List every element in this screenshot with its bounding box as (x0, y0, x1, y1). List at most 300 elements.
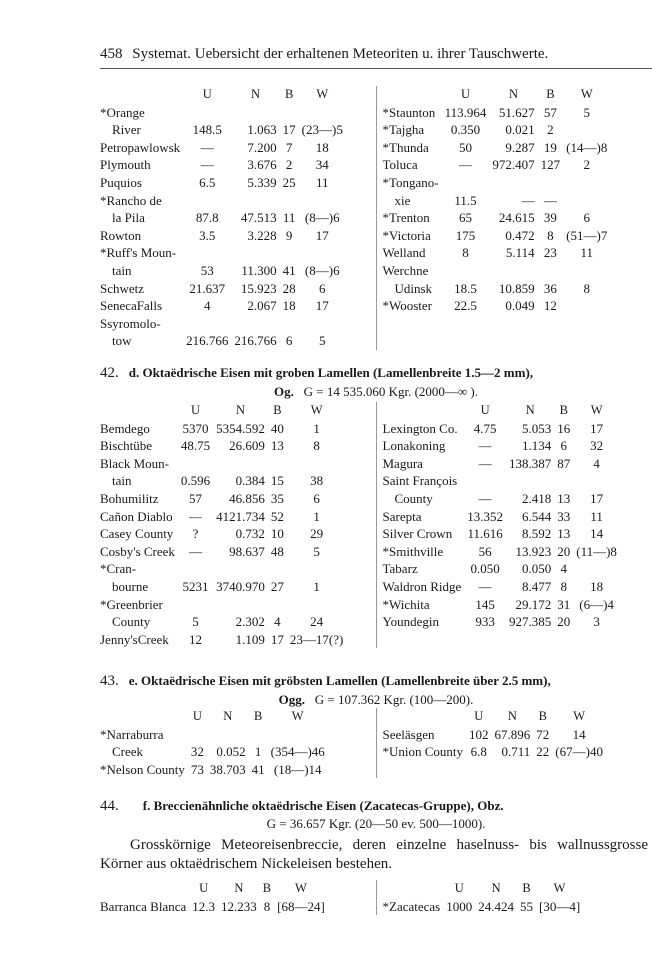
table-row (100, 596, 346, 614)
meteorite-name: *Orange (100, 104, 145, 120)
value-b: 17 (282, 122, 296, 138)
column-header-u: U (199, 881, 209, 895)
table-row (383, 437, 620, 455)
column-header-n: N (525, 403, 535, 417)
value-u: 11.5 (454, 192, 477, 208)
value-b: 13 (557, 490, 571, 506)
column-header-row (383, 402, 620, 420)
value-w: 23—17(?) (289, 631, 344, 647)
value-b: 35 (270, 490, 284, 506)
table-row (383, 560, 620, 578)
value-b: 87 (557, 455, 571, 471)
table-row (383, 139, 611, 157)
section-title: e. Oktaëdrische Eisen mit gröbsten Lamellen (Lamellenbreite über 2.5 mm), (128, 673, 551, 688)
value-n: 216.766 (234, 333, 277, 349)
column-header-u: U (454, 881, 464, 895)
table-row (100, 631, 346, 649)
meteorite-name: *Nelson County (100, 761, 185, 777)
table-row (100, 472, 346, 490)
meteorite-name: Creek (112, 744, 144, 760)
meteorite-name: Saint François (382, 473, 458, 489)
value-u: 11.616 (467, 526, 503, 542)
meteorite-name: Sarepta (382, 508, 422, 524)
meteorite-name: Schwetz (100, 280, 145, 296)
value-u: 4.75 (473, 420, 497, 436)
meteorite-name: bourne (112, 578, 149, 594)
value-w: 29 (310, 526, 324, 542)
column-header-w: W (553, 881, 566, 895)
value-u: 0.350 (450, 122, 481, 138)
value-u: 13.352 (467, 508, 503, 524)
table-row (100, 898, 328, 916)
table-left-half (100, 402, 376, 648)
meteorite-name: Tabarz (382, 561, 418, 577)
value-n: 0.472 (505, 227, 535, 243)
value-b: 12 (543, 298, 557, 314)
meteorite-name: SenecaFalls (100, 298, 163, 314)
value-w (268, 726, 328, 744)
table-row (100, 455, 346, 473)
value-w: (6—)4 (579, 596, 614, 612)
table-row (383, 726, 606, 744)
table-row (383, 420, 620, 438)
table-row (383, 227, 611, 245)
value-w (299, 192, 346, 210)
value-n: 51.627 (498, 104, 535, 120)
value-n (231, 244, 279, 262)
value-n: 1.134 (522, 438, 552, 454)
value-w: 2 (583, 157, 590, 173)
value-w (287, 455, 346, 473)
value-u: 4 (204, 298, 211, 314)
table-row (383, 490, 620, 508)
value-w: 18 (315, 139, 329, 155)
section-title: d. Oktaëdrische Eisen mit groben Lamellen (Lamellenbreite 1.5—2 mm), (128, 365, 534, 380)
value-u: 21.637 (189, 280, 226, 296)
table-row (383, 297, 611, 315)
value-n: 67.896 (494, 726, 531, 742)
value-w: [68—24] (277, 898, 325, 914)
value-n: 5.114 (505, 245, 535, 261)
group-weight: G = 14 535.060 Kgr. (2000—∞ ). (303, 384, 479, 399)
value-w: 14 (590, 526, 604, 542)
table-row (383, 455, 620, 473)
value-n: 38.703 (209, 761, 246, 777)
meteorite-name: Werchne (382, 262, 429, 278)
meteorite-name: la Pila (112, 210, 145, 226)
meteorite-name: Black Moun- (100, 455, 169, 471)
value-w: (8—)6 (304, 262, 340, 278)
value-b: 19 (543, 139, 557, 155)
value-n (207, 726, 249, 744)
value-b: 31 (557, 596, 571, 612)
table-row (100, 726, 328, 744)
value-u: 5370 (182, 420, 209, 436)
column-header-b: B (546, 87, 555, 101)
value-u: — (189, 543, 203, 559)
table-row (383, 192, 611, 210)
value-w: 1 (313, 420, 320, 436)
value-w (563, 262, 610, 280)
value-u: — (459, 157, 473, 173)
value-u: 0.596 (180, 473, 211, 489)
value-b (280, 192, 299, 210)
meteorite-name: Toluca (382, 157, 418, 173)
value-n (231, 315, 279, 333)
value-u: — (478, 578, 492, 594)
table-row (383, 174, 611, 192)
column-header-u: U (191, 403, 201, 417)
value-u: 73 (190, 761, 204, 777)
value-w: 5 (313, 543, 320, 559)
column-header-n: N (507, 709, 517, 723)
data-table (383, 708, 606, 761)
value-b: 9 (285, 227, 293, 243)
column-header-name (100, 86, 183, 104)
data-table (383, 402, 620, 631)
table-row (383, 209, 611, 227)
meteorite-name: Silver Crown (382, 526, 453, 542)
column-header-b: B (522, 881, 531, 895)
value-u: 12.3 (192, 898, 216, 914)
table-row (383, 613, 620, 631)
meteorite-name: Jenny'sCreek (100, 631, 169, 647)
value-b (538, 174, 564, 192)
value-n (231, 104, 279, 122)
value-n (213, 560, 268, 578)
value-u: ? (192, 526, 199, 542)
value-n: 5.053 (522, 420, 552, 436)
value-u: — (189, 508, 203, 524)
value-w: 8 (313, 438, 320, 454)
value-u: 145 (475, 596, 495, 612)
value-b: 4 (274, 614, 281, 630)
value-w: 34 (315, 157, 329, 173)
data-table (383, 86, 611, 315)
meteorite-name: Bohumilitz (100, 490, 159, 506)
meteorite-name: Lonakoning (382, 438, 446, 454)
value-n: 0.384 (235, 473, 265, 489)
value-u (178, 596, 213, 614)
value-n: 10.859 (498, 280, 535, 296)
data-table (383, 880, 584, 915)
data-table (100, 708, 328, 778)
column-header-row (383, 880, 584, 898)
section-44-heading (100, 798, 652, 815)
value-w (287, 596, 346, 614)
column-header-w: W (590, 403, 603, 417)
value-w: 6 (313, 490, 320, 506)
table-row (100, 192, 346, 210)
value-w: (354—)46 (270, 744, 325, 760)
value-n: 2.302 (235, 614, 265, 630)
value-w (299, 244, 346, 262)
value-b: 10 (270, 526, 284, 542)
column-header-name (100, 880, 189, 898)
section-number: 42. (100, 365, 119, 381)
meteorite-name: County (394, 490, 433, 506)
value-b: 52 (270, 508, 284, 524)
value-u: 6.5 (199, 174, 216, 190)
value-b: 4 (560, 561, 567, 577)
value-u: — (200, 139, 214, 155)
table-section-44 (100, 880, 652, 915)
value-b: 8 (560, 578, 567, 594)
value-n: 11.300 (241, 262, 277, 278)
value-u: 5 (192, 614, 199, 630)
value-b: 20 (557, 614, 571, 630)
meteorite-name: Youndegin (382, 614, 439, 630)
column-header-name (383, 86, 442, 104)
value-b: 13 (557, 526, 571, 542)
meteorite-name: *Tajgha (382, 122, 425, 138)
section-43-heading (100, 673, 652, 690)
value-b: 20 (557, 543, 571, 559)
value-b: 6 (560, 438, 567, 454)
column-header-n: N (234, 881, 244, 895)
value-n: 927.385 (509, 614, 552, 630)
value-w: [30—4] (538, 898, 581, 914)
value-n (213, 596, 268, 614)
column-header-w: W (295, 881, 307, 895)
meteorite-name: Cañon Diablo (100, 508, 173, 524)
value-w: 14 (572, 726, 586, 742)
value-b: 41 (251, 761, 265, 777)
page-number: 458 (100, 46, 123, 62)
value-u (183, 244, 231, 262)
value-w: 5 (319, 333, 326, 349)
column-header-u: U (192, 709, 202, 723)
value-u: 3.5 (199, 227, 216, 243)
value-w: 5 (583, 104, 590, 120)
value-b (249, 726, 268, 744)
table-row (383, 578, 620, 596)
value-n: 5.339 (247, 174, 277, 190)
value-b: — (543, 192, 557, 208)
value-n: 4121.734 (216, 508, 265, 524)
value-n: 2.418 (522, 490, 552, 506)
value-w: 6 (319, 280, 326, 296)
value-b: 2 (285, 157, 293, 173)
value-b: 25 (282, 174, 296, 190)
value-b (280, 244, 299, 262)
column-header-w: W (316, 87, 329, 101)
value-n: 7.200 (247, 139, 277, 155)
value-b: 28 (282, 280, 296, 296)
meteorite-name: *Tongano- (382, 174, 439, 190)
value-u: 6.8 (470, 744, 487, 760)
table-row (100, 280, 346, 298)
value-u: 65 (459, 210, 473, 226)
table-left-half (100, 86, 376, 350)
value-w (299, 315, 346, 333)
table-section-43 (100, 708, 652, 778)
value-n: 8.477 (522, 578, 552, 594)
table-row (383, 508, 620, 526)
value-u: 56 (478, 543, 492, 559)
value-w: 1 (313, 578, 320, 594)
value-w: (67—)40 (555, 744, 603, 760)
value-u: 933 (475, 614, 495, 630)
value-n: 1.063 (247, 122, 277, 138)
table-row (383, 743, 606, 761)
value-n: 972.407 (492, 157, 535, 173)
value-b: 17 (270, 631, 284, 647)
value-w: 6 (583, 210, 590, 226)
value-n: 98.637 (229, 543, 265, 559)
value-n (489, 262, 537, 280)
value-b: 6 (285, 333, 293, 349)
data-table (100, 402, 346, 648)
meteorite-name: Puquios (100, 174, 142, 190)
table-row (383, 898, 584, 916)
group-weight: G = 107.362 Kgr. (100—200). (314, 692, 474, 707)
value-b: 23 (543, 245, 557, 261)
value-n: 29.172 (515, 596, 552, 612)
column-header-row (100, 880, 328, 898)
column-header-row (383, 86, 611, 104)
value-w: 11 (590, 508, 603, 524)
value-n: 2.067 (247, 298, 277, 314)
meteorite-name: Udinsk (394, 280, 433, 296)
value-w: 17 (590, 420, 604, 436)
table-row (100, 297, 346, 315)
value-n: 0.049 (505, 298, 535, 314)
meteorite-name: Seeläsgen (382, 726, 435, 742)
value-b: 48 (270, 543, 284, 559)
meteorite-name: Bischtübe (100, 438, 152, 454)
value-b: 57 (543, 104, 557, 120)
table-row (100, 227, 346, 245)
value-u: 0.050 (470, 561, 500, 577)
value-w (299, 104, 346, 122)
value-b: 27 (270, 578, 284, 594)
value-n (489, 174, 537, 192)
value-w: (11—)8 (576, 543, 617, 559)
column-header-b: B (273, 403, 282, 417)
value-b: 1 (254, 744, 262, 760)
column-header-u: U (480, 403, 490, 417)
value-u: 53 (200, 262, 214, 278)
value-b (268, 455, 287, 473)
value-n (231, 192, 279, 210)
table-row (100, 244, 346, 262)
value-b: 2 (547, 122, 554, 138)
meteorite-name: *Narraburra (100, 726, 164, 742)
value-n: 3.676 (247, 157, 277, 173)
value-b: 41 (282, 262, 296, 278)
group-code: Ogg. (278, 692, 305, 707)
value-n: 24.615 (498, 210, 535, 226)
running-title: Systemat. Uebersicht der erhaltenen Meteoriten u. ihrer Tauschwerte. (132, 46, 549, 62)
meteorite-name: *Ruff's Moun- (100, 245, 177, 261)
value-u: 216.766 (186, 333, 229, 349)
column-header-name (100, 402, 178, 420)
value-w: 11 (580, 245, 594, 261)
section-number: 43. (100, 673, 119, 689)
value-w: (18—)14 (273, 761, 322, 777)
running-header (100, 46, 652, 63)
header-rule (100, 68, 652, 69)
group-code: Og. (273, 384, 294, 399)
value-w: 4 (593, 455, 600, 471)
meteorite-name: Barranca Blanca (100, 898, 187, 914)
column-header-name (100, 708, 188, 726)
value-n: 3.228 (247, 227, 277, 243)
column-header-b: B (538, 709, 547, 723)
value-n: 9.287 (505, 139, 535, 155)
meteorite-name: Casey County (100, 526, 174, 542)
value-u: 32 (190, 744, 204, 760)
section-44-subheading (100, 816, 652, 832)
table-row (383, 543, 620, 561)
table-row (100, 104, 346, 122)
value-u (442, 262, 490, 280)
column-header-b: B (253, 709, 263, 723)
value-n (506, 472, 554, 490)
value-w (573, 560, 620, 578)
value-u: — (478, 455, 492, 471)
meteorite-name: tain (112, 473, 132, 489)
column-header-b: B (559, 403, 568, 417)
value-n: 0.050 (522, 561, 552, 577)
value-b: 15 (270, 473, 284, 489)
meteorite-name: *Greenbrier (100, 596, 163, 612)
meteorite-name: Cosby's Creek (100, 543, 175, 559)
value-w: (23—)5 (301, 122, 343, 138)
column-header-n: N (251, 87, 261, 101)
value-u (178, 455, 213, 473)
column-header-n: N (509, 87, 519, 101)
value-u: 48.75 (180, 438, 211, 454)
value-u (188, 726, 207, 744)
value-u (183, 315, 231, 333)
column-header-w: W (573, 709, 586, 723)
meteorite-name: *Smithville (382, 543, 444, 559)
value-w (563, 174, 610, 192)
value-n: 24.424 (478, 898, 514, 914)
meteorite-name: Waldron Ridge (382, 578, 462, 594)
value-b: 40 (270, 420, 284, 436)
column-header-row (100, 708, 328, 726)
table-row (383, 104, 611, 122)
meteorite-name: tow (112, 333, 132, 349)
value-b: 33 (557, 508, 571, 524)
value-b: 36 (543, 280, 557, 296)
column-header-name (383, 402, 465, 420)
meteorite-name: Bemdego (100, 420, 150, 436)
value-u: 113.964 (444, 104, 487, 120)
value-b (268, 596, 287, 614)
value-w (563, 297, 610, 315)
value-n: 0.021 (505, 122, 535, 138)
value-u: 18.5 (454, 280, 477, 296)
table-row (383, 262, 611, 280)
table-row (100, 262, 346, 280)
column-header-name (383, 880, 444, 898)
table-row (100, 560, 346, 578)
value-w: 8 (583, 280, 590, 296)
column-header-n: N (236, 403, 246, 417)
column-header-b: B (262, 881, 272, 895)
meteorite-name: Lexington Co. (382, 420, 458, 436)
value-b: 127 (540, 157, 561, 173)
value-b: 55 (519, 898, 533, 914)
table-row (383, 280, 611, 298)
value-b (280, 104, 299, 122)
table-right-half (376, 402, 652, 648)
value-u: — (200, 157, 214, 173)
